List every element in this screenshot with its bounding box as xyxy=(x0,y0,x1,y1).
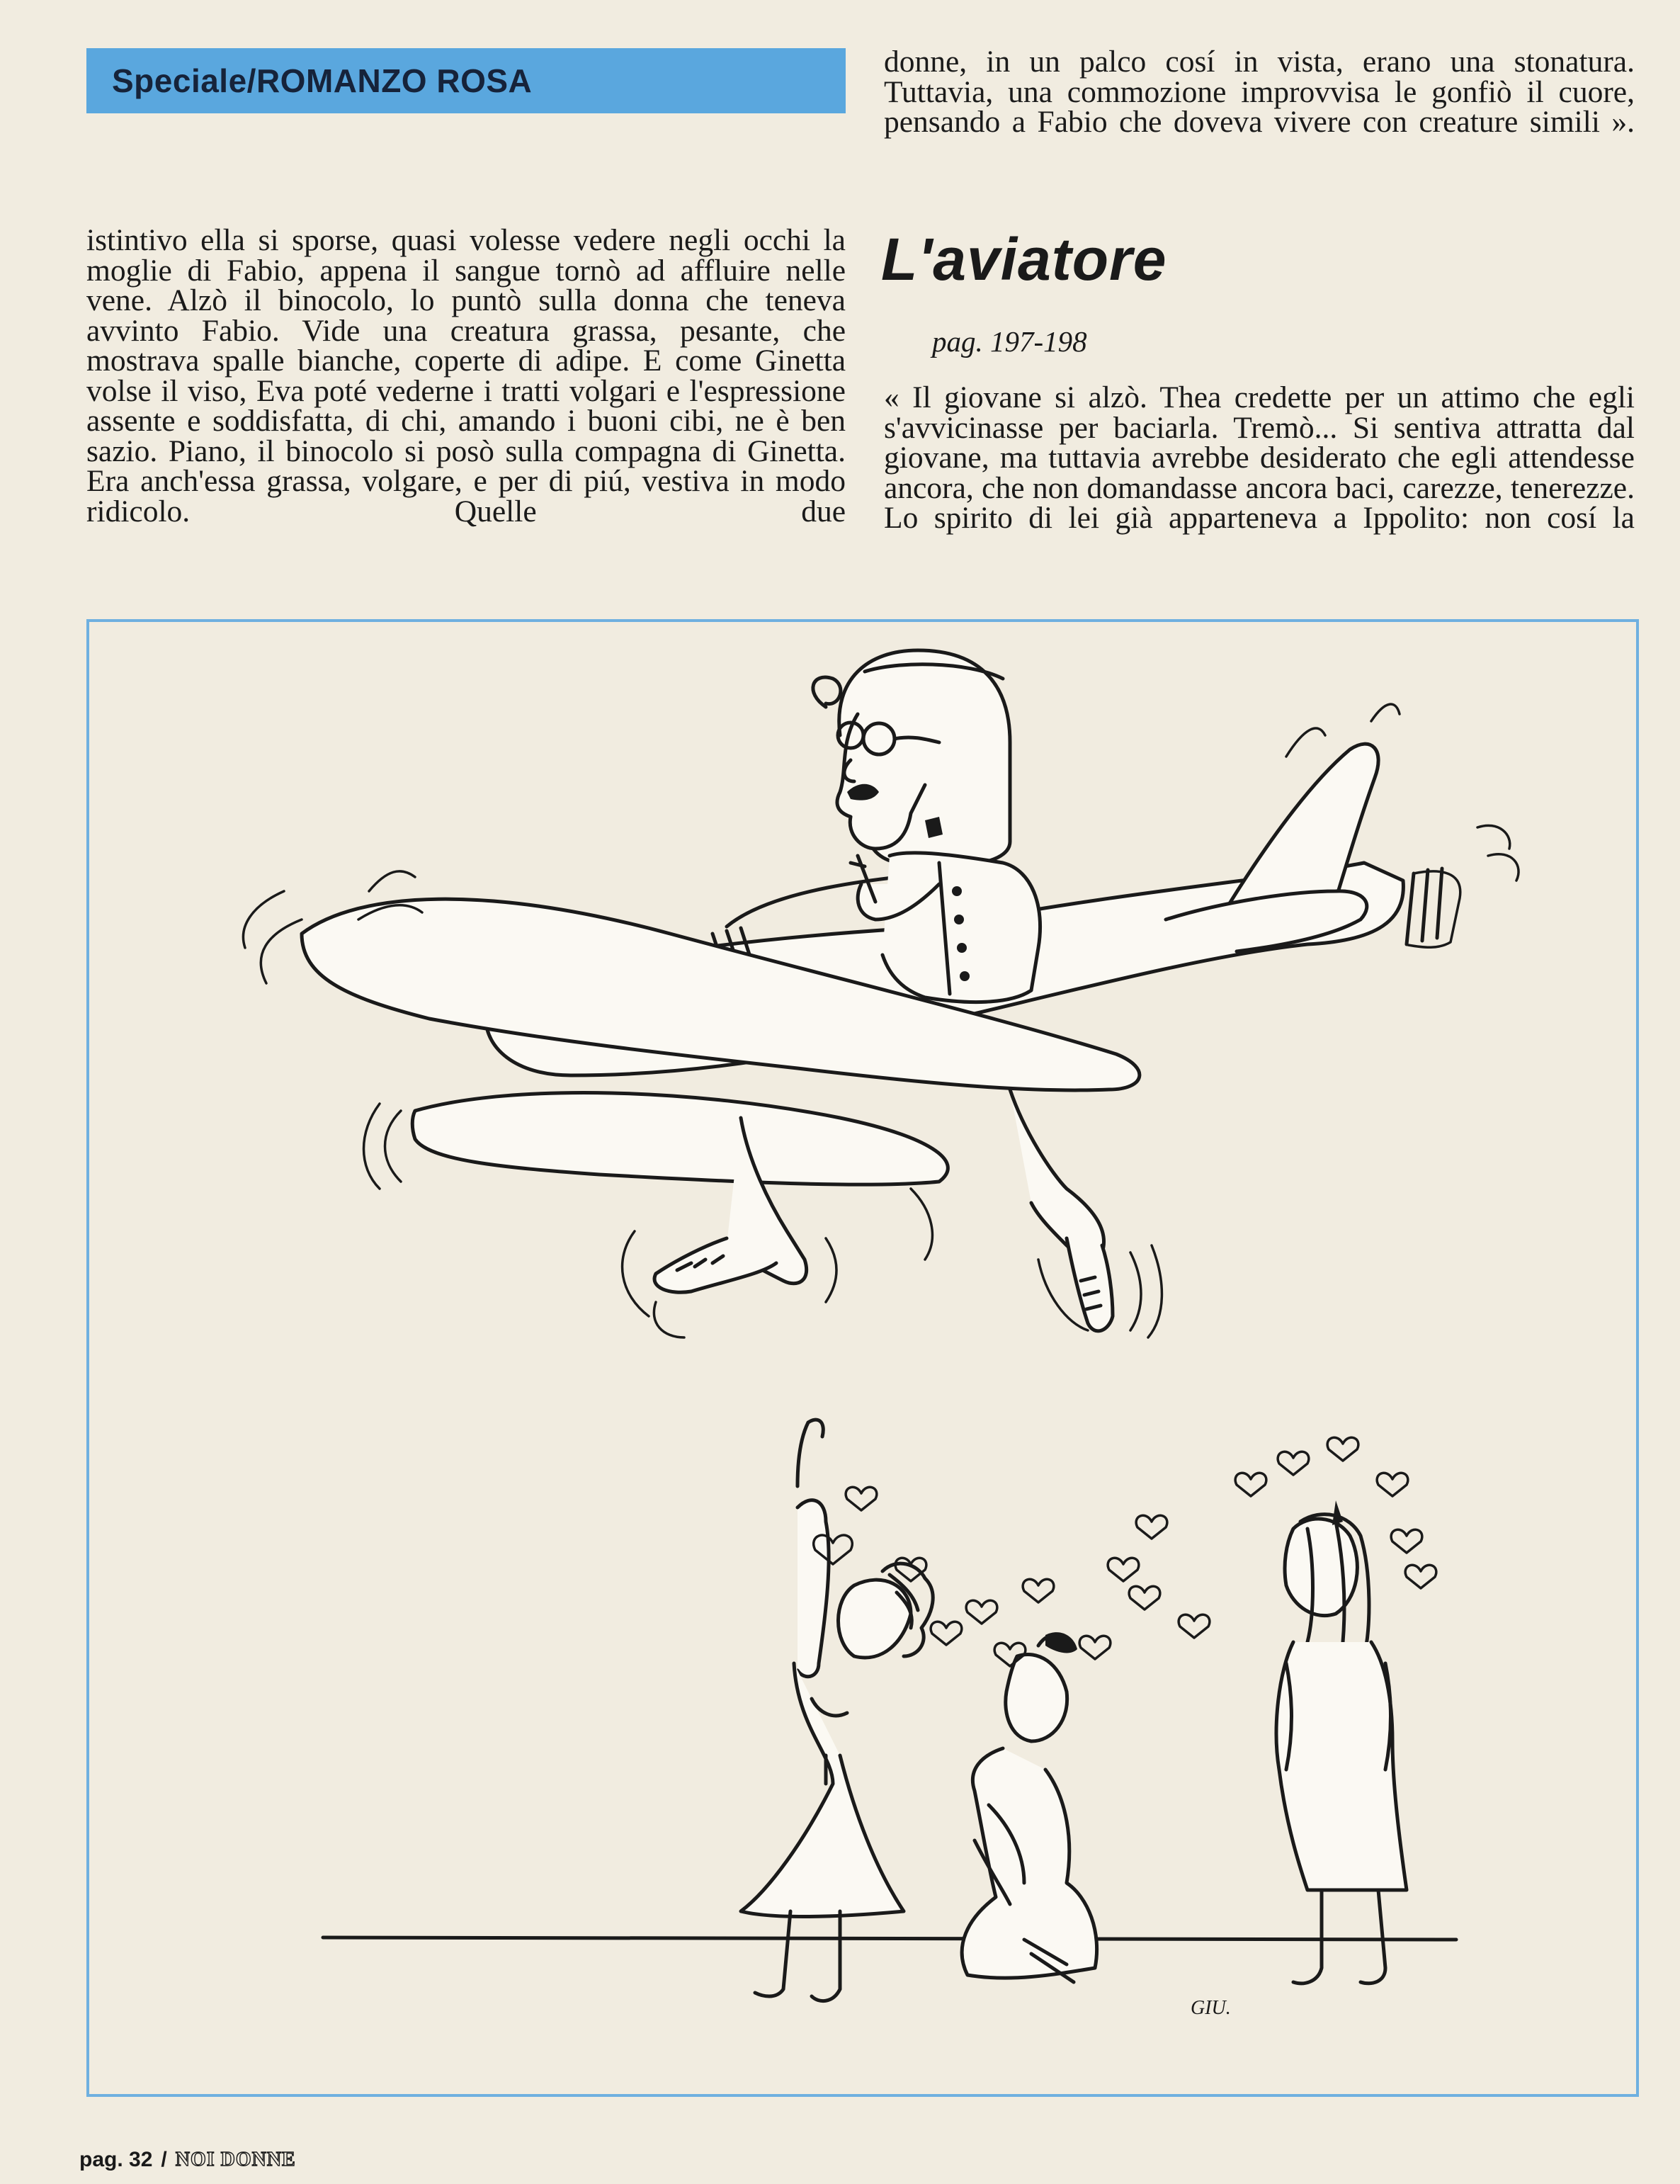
ground-line xyxy=(323,1937,1456,1940)
left-column-text: istintivo ella si sporse, quasi volesse vedere negli occhi la moglie di Fabio, appena il sangue tornò ad affluire nelle vene. Alzò il binocolo, lo puntò sulla donna che teneva avvinto Fabio. Vide una creatura grassa, pesante, che mostrava spalle bianche, coperte di adipe. E come Ginetta volse il viso, Eva poté vederne i tratti volgari e l'espressione assente e soddisfatta, di chi, amando i buoni cibi, ne è ben sazio. Piano, il binocolo si posò sulla compagna di Ginetta. Era anch'essa grassa, volgare, e per di piú, vestiva in modo ridicolo. Quelle due xyxy=(86,223,846,528)
right-column-quote: « Il giovane si alzò. Thea credette per un attimo che egli s'avvicinasse per baciarla. Tremò... Si sentiva attratta dal giovane, ma tuttavia avrebbe desiderato che egli attendesse ancora, che non domandasse ancora baci, carezze, tenerezze. Lo spirito di lei già apparteneva a Ippolito: non cosí la xyxy=(884,380,1635,535)
chapter-headline: L'aviatore xyxy=(881,226,1167,293)
magazine-logo: NOI DONNE xyxy=(175,2149,296,2171)
page-number: pag. 32 xyxy=(79,2148,153,2171)
artist-signature: GIU. xyxy=(1191,1997,1231,2019)
admirer-standing xyxy=(1276,1500,1407,1984)
admirer-kneeling xyxy=(962,1632,1096,1982)
right-column-text-top-span: donne, in un palco cosí in vista, erano una stonatura. Tuttavia, una commozione improvvisa le gonfiò il cuore, pensando a Fabio che doveva vivere con creature simili ». xyxy=(884,45,1635,139)
cartoon-illustration xyxy=(89,622,1642,2100)
section-label: Speciale/ROMANZO ROSA xyxy=(86,48,846,113)
admirer-waving xyxy=(741,1420,933,2001)
illustration-frame xyxy=(86,619,1639,2097)
right-column-text-top xyxy=(884,47,1635,137)
page-footer xyxy=(79,2148,296,2172)
footer-separator: / xyxy=(161,2148,167,2171)
page-reference: pag. 197-198 xyxy=(932,325,1087,358)
